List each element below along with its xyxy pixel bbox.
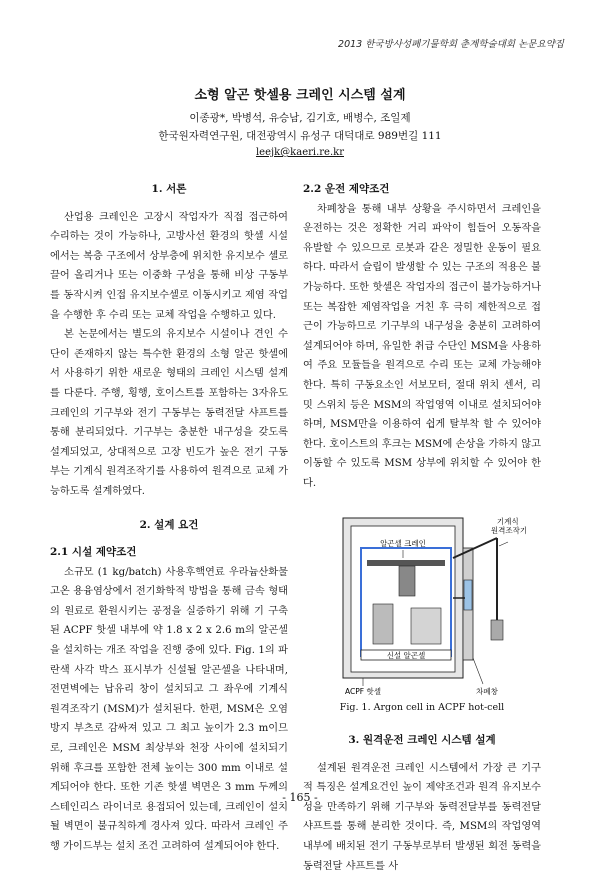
leader-line — [473, 658, 483, 684]
crane-rail — [367, 560, 445, 566]
page-number: - 165 - — [282, 791, 318, 804]
section-2-2-paragraph: 차폐창을 통해 내부 상황을 주시하면서 크레인을 운전하는 것은 정확한 거리 파악이 힘들어 오동작을 유발할 수 있으므로 로봇과 같은 정밀한 운동이 필요하다. 따라서 슬립이 발생할 수 있는 구조의 적용은 불가능하다. 또한 핫셀은 작업자의 접근이 불가능하거나 또는 복잡한 제염작업을 거친 후 극히 제한적으로 접근이 가능하므로 기구부의 내구성을 충분히 고려하여 설계되어야 하며, 유일한 취급 수단인 MSM을 사용하여 주요 모듈들을 원격으로 수리 또는 교체 가능해야 한다. 특히 구동요소인 서보모터, 절대 위치 센서, 리밋 스위치 등은 MSM의 작업영역 이내로 설치되어야 하며, MSM만을 이용하여 쉽게 탈부착 할 수 있어야 한다. 호이스트의 후크는 MSM에 손상을 가하지 않고 이동할 수 있도록 MSM 상부에 위치할 수 있어야 한다. — [303, 203, 541, 489]
label-acpf: ACPF 핫셀 — [345, 686, 381, 696]
label-msm-line1: 기계식 — [496, 516, 519, 526]
crane-hoist — [399, 566, 415, 596]
section-1-paragraph-2: 본 논문에서는 별도의 유지보수 시설이나 견인 수단이 존재하지 않는 특수한 환경의 소형 알곤 핫셀에서 사용하기 위한 새로운 형태의 크레인 시스템 설계를 다룬다. 주행, 횡행, 호이스트를 포함하는 3자유도 크레인의 기구부와 전기 구동부는 동력전달 샤프트를 통해 분리되었다. 기구부는 충분한 내구성을 갖도록 설계되었고, 상대적으로 고장 빈도가 높은 전기 구동부는 기계식 원격조작기를 사용하여 원격으로 교체 가능하도록 설계하였다. — [50, 329, 288, 497]
section-2-1-title: 2.1 시설 제약조건 — [50, 546, 137, 559]
label-argon-cell: 신설 알곤셀 — [386, 650, 426, 660]
left-column — [50, 180, 288, 857]
section-2-2-title: 2.2 운전 제약조건 — [303, 183, 390, 195]
conference-header: 2013 한국방사성폐기물학회 춘계학술대회 논문요약집 — [338, 39, 564, 50]
label-msm-line2: 원격조작기 — [490, 525, 528, 535]
affiliation: 한국원자력연구원, 대전광역시 유성구 대덕대로 989번길 111 — [158, 130, 442, 142]
argon-cell-diagram — [303, 508, 541, 696]
section-2-title: 2. 설계 요건 — [139, 518, 199, 531]
label-window: 차폐창 — [476, 686, 498, 696]
section-2-1-paragraph: 소규모 (1 kg/batch) 사용후핵연료 우라늄산화물 고온 용융염상에서 전기화학적 방법을 통해 금속 형태의 원료로 환원시키는 공정을 실증하기 위해 기 구축된 ACPF 핫셀 내부에 약 1.8 x 2 x 2.6 m의 알곤셀을 설치하는 개조 작업을 진행 중에 있다. Fig. 1의 파란색 사각 박스 표시부가 신설될 알곤셀을 나타내며, 전면벽에는 납유리 창이 설치되고 그 좌우에 기계식 원격조작기 (MSM)가 설치된다. 한편, MSM은 오염방지 부츠로 감싸져 있고 그 최고 높이가 2.3 m이므로, 크레인은 MSM 최상부와 천장 사이에 설치되기 위해 후크를 포함한 전체 높이는 300 mm 이내로 설계되어야 한다. 또한 기존 핫셀 벽면은 3 mm 두께의 스테인리스 라이너로 용접되어 있는데, 크레인이 설치될 벽면이 불규칙하게 경사져 있다. 따라서 크레인 주행 가이드부는 설치 조건 고려하여 설계되어야 한다. — [50, 566, 288, 852]
authors: 이종광*, 박병석, 유승남, 김기호, 배병수, 조일제 — [189, 112, 411, 124]
equipment-block — [373, 604, 393, 644]
figure-1 — [303, 508, 541, 696]
section-3-title: 3. 원격운전 크레인 시스템 설계 — [348, 734, 496, 747]
section-1-title: 1. 서론 — [151, 183, 187, 195]
label-msm — [491, 516, 527, 535]
paper-title: 소형 알곤 핫셀용 크레인 시스템 설계 — [194, 88, 406, 103]
msm-handle — [491, 620, 503, 640]
equipment-block — [411, 608, 441, 644]
figure-caption: Fig. 1. Argon cell in ACPF hot-cell — [339, 701, 505, 713]
right-column — [303, 180, 541, 876]
section-1-paragraph-1: 산업용 크레인은 고장시 작업자가 직접 접근하여 수리하는 것이 가능하나, 고방사선 환경의 핫셀 시설에서는 복층 구조에서 상부층에 위치한 유지보수 셀로 끌어 올리거나 또는 이중화 구성을 통해 비상 구동부를 동작시켜 인접 유지보수셀로 이동시키고 제염 작업을 수행한 후 수리 또는 교체 작업을 수행하고 있다. — [50, 211, 288, 321]
leader-line — [499, 542, 508, 546]
email — [0, 147, 600, 158]
label-argon-crane: 알곤셀 크레인 — [380, 538, 426, 548]
shield-window — [464, 580, 472, 610]
email-link[interactable]: leejk@kaeri.re.kr — [255, 147, 344, 158]
section-3-paragraph: 설계된 원격운전 크레인 시스템에서 가장 큰 기구적 특징은 설계요건인 높이 제약조건과 원격 유지보수성을 만족하기 위해 기구부와 동력전달부를 동력전달 샤프트를 통해 분리한 것이다. 즉, MSM의 작업영역 내부에 배치된 전기 구동부로부터 발생된 회전 동력을 동력전달 샤프트를 사 — [303, 762, 541, 872]
